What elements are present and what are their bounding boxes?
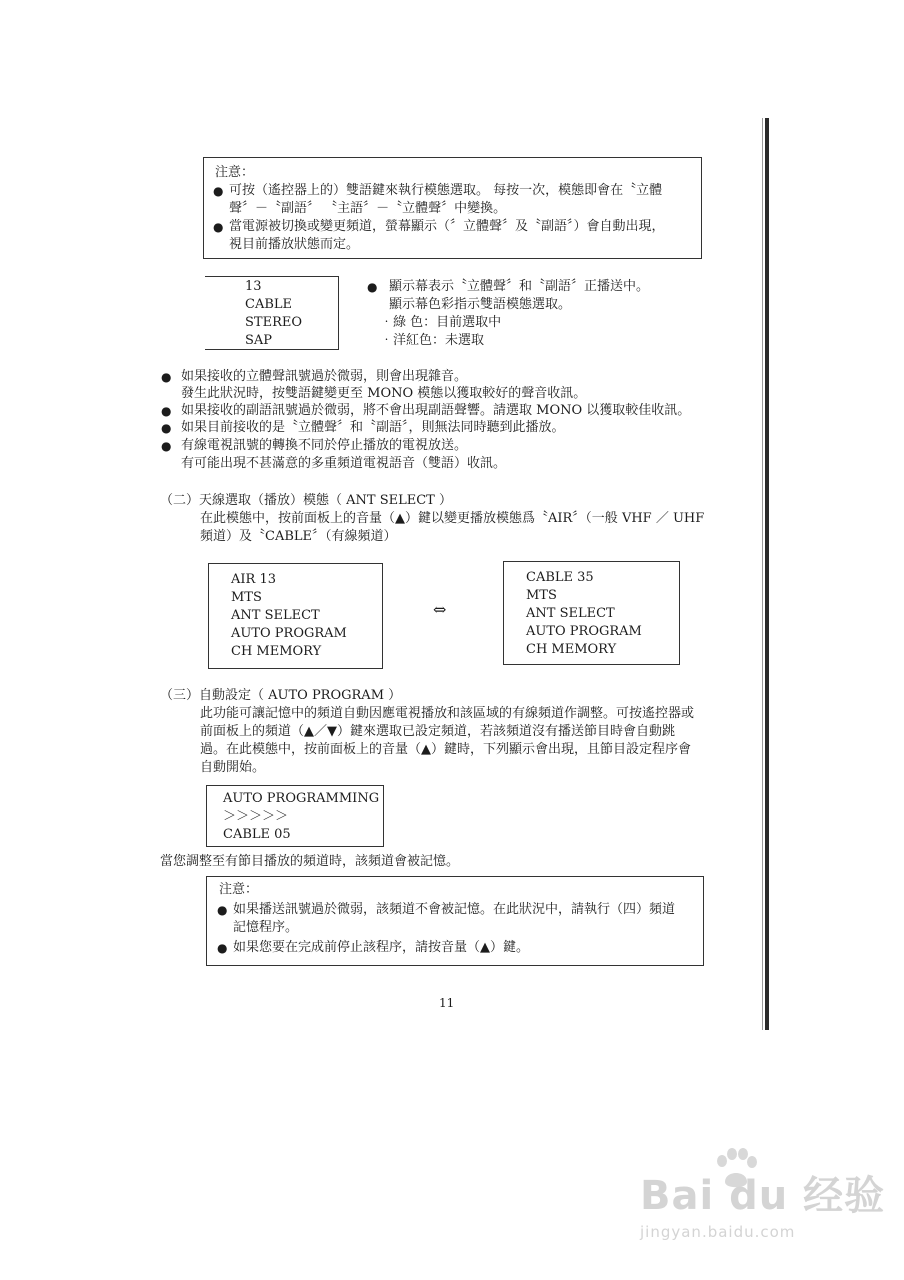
page-number: 11: [439, 996, 455, 1010]
note-title: 注意：: [215, 165, 255, 180]
section3-para: 自動開始。: [200, 760, 266, 775]
screen-line: ANT SELECT: [231, 608, 320, 623]
bullet-dot: ●: [217, 941, 228, 955]
section3-para: 此功能可讓記憶中的頻道自動因應電視播放和該區域的有線頻道作調整。可按遙控器或: [200, 706, 695, 721]
air-screen: [208, 563, 383, 669]
screen-line: CABLE 35: [526, 570, 594, 585]
bullet-text: 發生此狀況時，按雙語鍵變更至 MONO 模態以獲取較好的聲音收訊。: [181, 386, 587, 401]
note-line: 可按（遙控器上的）雙語鍵來執行模態選取。 每按一次，模態即會在〝立體: [229, 183, 663, 198]
watermark-logo: Bai du 经验: [640, 1173, 886, 1219]
bullet-dot: ●: [367, 280, 378, 294]
section3-after: 當您調整至有節目播放的頻道時，該頻道會被記憶。: [160, 854, 460, 869]
cable-screen: [503, 561, 680, 665]
bullet-dot: ●: [217, 903, 228, 917]
screen-line: CH MEMORY: [231, 644, 322, 659]
section2-heading: （二）天線選取（播放）模態（ ANT SELECT ）: [160, 493, 452, 508]
note-line: 如果您要在完成前停止該程序，請按音量（▲）鍵。: [233, 940, 529, 955]
note-title: 注意：: [219, 882, 259, 897]
screen-line: MTS: [526, 588, 557, 603]
bullet-dot: ●: [161, 404, 172, 418]
screen-line: AUTO PROGRAM: [231, 626, 347, 641]
note-line: 視目前播放狀態而定。: [229, 237, 360, 252]
screen-line: MTS: [231, 590, 262, 605]
screen-line: ANT SELECT: [526, 606, 615, 621]
section2-para: 頻道）及〝CABLE〞（有線頻道）: [200, 529, 397, 544]
note-box-2: [206, 876, 704, 966]
section3-para: 過。在此模態中，按前面板上的音量（▲）鍵時，下列顯示會出現，且節目設定程序會: [200, 742, 691, 757]
section3-para: 前面板上的頻道（▲／▼）鍵來選取已設定頻道，若該頻道沒有播送節目時會自動跳: [200, 724, 675, 739]
section3-heading: （三）自動設定（ AUTO PROGRAM ）: [160, 688, 402, 703]
note-box-1: [203, 157, 702, 259]
screen-line: AUTO PROGRAM: [526, 624, 642, 639]
bullet-text: 如果目前接收的是〝立體聲〞和〝副語〞，則無法同時聽到此播放。: [181, 420, 565, 435]
bullet-dot: ●: [161, 370, 172, 384]
bullet-dot: ●: [213, 184, 224, 198]
bullet-text: 如果接收的副語訊號過於微弱，將不會出現副語聲響。請選取 MONO 以獲取較佳收訊。: [181, 403, 691, 418]
bullet-dot: ●: [213, 220, 224, 234]
display-desc-line: 顯示幕色彩指示雙語模態選取。: [389, 297, 572, 312]
display-cable: CABLE: [245, 297, 293, 312]
bullet-text: 如果接收的立體聲訊號過於微弱，則會出現雜音。: [181, 369, 468, 384]
bullet-text: 有可能出現不甚滿意的多重頻道電視語音（雙語）收訊。: [181, 456, 507, 471]
display-channel: 13: [245, 279, 262, 294]
section2-para: 在此模態中，按前面板上的音量（▲）鍵以變更播放模態爲〝AIR〞（一般 VHF ／ UHF: [200, 511, 705, 526]
note-line: 當電源被切換或變更頻道，螢幕顯示（〞立體聲〞及〝副語〞）會自動出現，: [229, 219, 665, 234]
bullet-dot: ●: [161, 439, 172, 453]
bullet-dot: ●: [161, 421, 172, 435]
screen-line: AIR 13: [231, 572, 276, 587]
display-stereo: STEREO: [245, 315, 303, 330]
auto-program-screen: [206, 785, 384, 847]
watermark: [640, 1150, 885, 1241]
progress-arrows: ＞＞＞＞＞: [223, 809, 289, 824]
toggle-arrow-icon: ⇔: [433, 600, 447, 619]
display-desc-line: 顯示幕表示〝立體聲〞和〝副語〞正播送中。: [389, 279, 650, 294]
display-sap: SAP: [245, 333, 273, 348]
page-edge-line: [762, 118, 763, 1030]
watermark-url: jingyan.baidu.com: [640, 1223, 796, 1241]
note-line: 如果播送訊號過於微弱，該頻道不會被記憶。在此狀況中，請執行（四）頻道: [233, 902, 676, 917]
screen-line: AUTO PROGRAMMING: [223, 791, 380, 806]
bullet-text: 有線電視訊號的轉換不同於停止播放的電視放送。: [181, 438, 468, 453]
note-line: 記憶程序。: [233, 920, 299, 935]
screen-line: CH MEMORY: [526, 642, 617, 657]
page-edge-shadow: [765, 118, 769, 1030]
display-desc-line: ‧綠 色：目前選取中: [380, 315, 502, 330]
display-desc-line: ‧洋紅色：未選取: [380, 333, 485, 348]
note-line: 聲〞－〝副語〞 〝主語〞－〝立體聲〞中變換。: [229, 201, 507, 216]
screen-line: CABLE 05: [223, 827, 291, 842]
